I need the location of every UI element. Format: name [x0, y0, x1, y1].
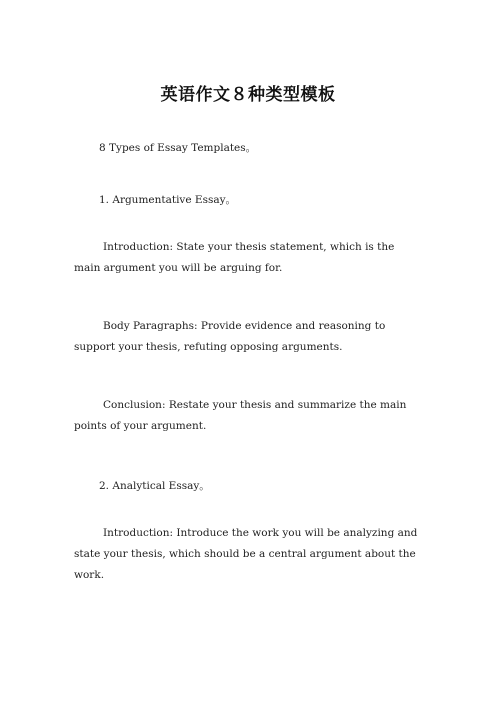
argumentative-introduction-paragraph: Introduction: State your thesis statement, which is the main argument you will be arguing for.: [74, 241, 398, 274]
document-title: 英语作文８种类型模板: [160, 85, 336, 105]
section-heading-argumentative: 1. Argumentative Essay。: [99, 194, 237, 206]
section-heading-analytical: 2. Analytical Essay。: [99, 480, 210, 492]
subtitle-paragraph: 8 Types of Essay Templates。: [99, 142, 257, 154]
argumentative-conclusion-paragraph: Conclusion: Restate your thesis and summarize the main points of your argument.: [74, 399, 410, 432]
analytical-introduction-paragraph: Introduction: Introduce the work you will be analyzing and state your thesis, which should be a central argument about the work.: [74, 527, 421, 581]
argumentative-body-paragraph: Body Paragraphs: Provide evidence and reasoning to support your thesis, refuting opposing arguments.: [74, 320, 389, 353]
